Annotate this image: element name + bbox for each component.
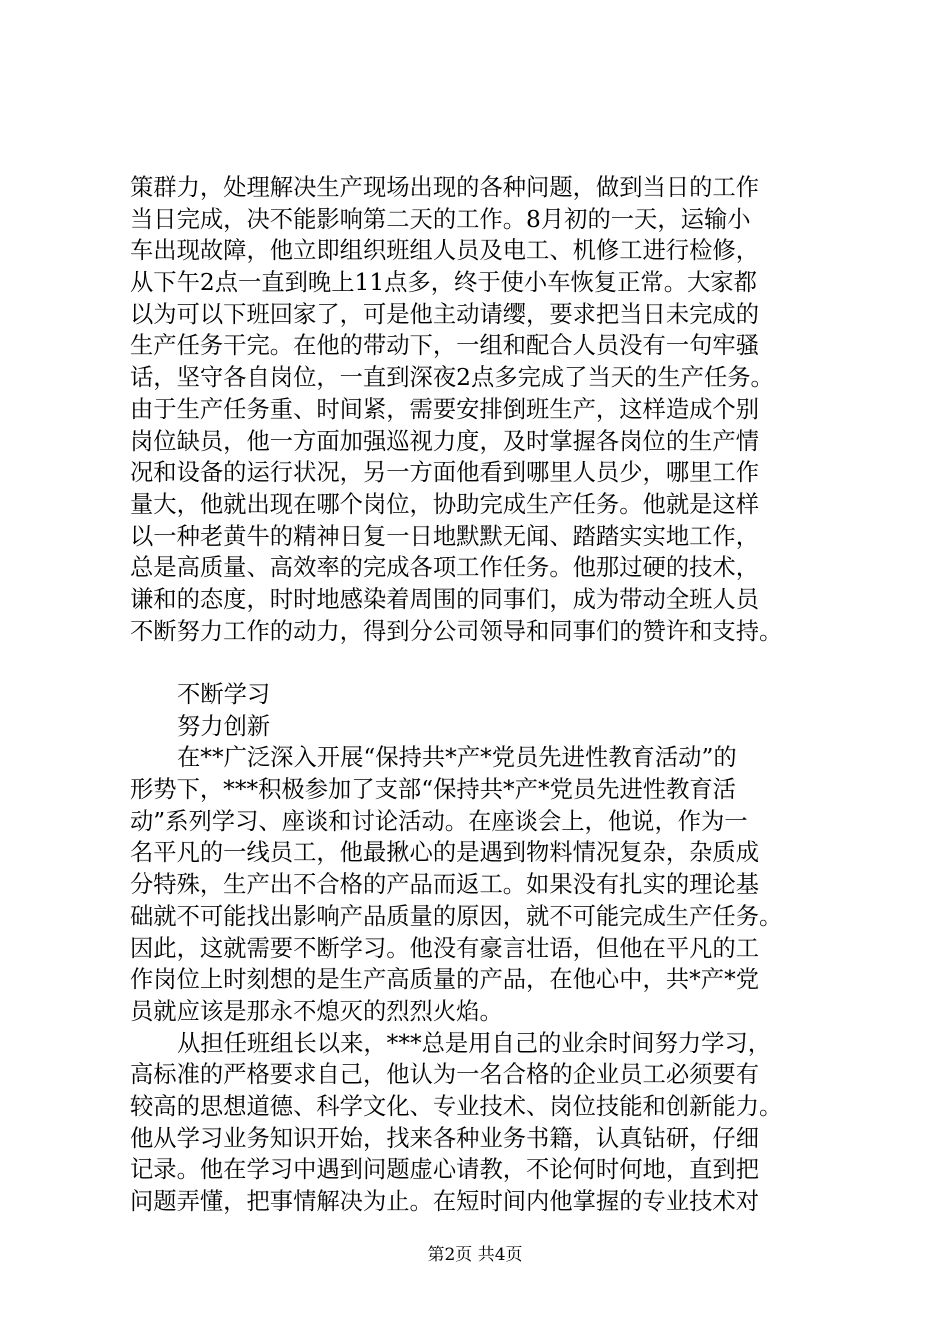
page-number-label: 第2页 共4页 [427, 1245, 523, 1265]
paragraph-line: 作岗位上时刻想的是生产高质量的产品，在他心中，共*产*党 [130, 966, 760, 994]
paragraph-line: 名平凡的一线员工，他最揪心的是遇到物料情况复杂，杂质成 [130, 839, 760, 867]
document-body [130, 172, 830, 1218]
paragraph-line: 础就不可能找出影响产品质量的原因，就不可能完成生产任务。 [130, 902, 783, 930]
paragraph-line: 策群力，处理解决生产现场出现的各种问题，做到当日的工作 [130, 174, 760, 201]
paragraph-line: 记录。他在学习中遇到问题虚心请教，不论何时何地，直到把 [130, 1156, 760, 1184]
paragraph-line: 车出现故障，他立即组织班组人员及电工、机修工进行检修， [130, 237, 760, 265]
paragraph-line: 因此，这就需要不断学习。他没有豪言壮语，但他在平凡的工 [130, 934, 760, 962]
paragraph-1 [130, 172, 830, 647]
paragraph-line: 当日完成，决不能影响第二天的工作。8月初的一天，运输小 [130, 205, 751, 233]
paragraph-line: 以为可以下班回家了，可是他主动请缨，要求把当日未完成的 [130, 300, 760, 328]
paragraph-line: 从下午2点一直到晚上11点多，终于使小车恢复正常。大家都 [130, 269, 757, 297]
paragraph-line: 高标准的严格要求自己，他认为一名合格的企业员工必须要有 [130, 1061, 760, 1089]
paragraph-line: 况和设备的运行状况，另一方面他看到哪里人员少，哪里工作 [130, 459, 760, 487]
paragraph-line: 量大，他就出现在哪个岗位，协助完成生产任务。他就是这样 [130, 490, 760, 518]
paragraph-2 [130, 742, 830, 1027]
paragraph-line: 谦和的态度，时时地感染着周围的同事们，成为带动全班人员 [130, 585, 760, 613]
paragraph-line: 员就应该是那永不熄灭的烈烈火焰。 [130, 997, 503, 1025]
paragraph-line: 话，坚守各自岗位，一直到深夜2点多完成了当天的生产任务。 [130, 364, 774, 392]
paragraph-gap [130, 647, 830, 679]
paragraph-line: 动”系列学习、座谈和讨论活动。在座谈会上，他说，作为一 [130, 807, 748, 835]
section-heading-2: 努力创新 [177, 712, 271, 740]
paragraph-line: 从担任班组长以来，***总是用自己的业余时间努力学习， [177, 1029, 772, 1057]
paragraph-line: 岗位缺员，他一方面加强巡视力度，及时掌握各岗位的生产情 [130, 427, 760, 455]
paragraph-line: 在**广泛深入开展“保持共*产*党员先进性教育活动”的 [177, 744, 737, 772]
paragraph-line: 问题弄懂，把事情解决为止。在短时间内他掌握的专业技术对 [130, 1188, 760, 1215]
section-heading-1: 不断学习 [177, 681, 271, 708]
paragraph-line: 总是高质量、高效率的完成各项工作任务。他那过硬的技术， [130, 554, 760, 582]
paragraph-line: 形势下，***积极参加了支部“保持共*产*党员先进性教育活 [130, 776, 736, 804]
paragraph-line: 以一种老黄牛的精神日复一日地默默无闻、踏踏实实地工作， [130, 522, 760, 550]
paragraph-line: 生产任务干完。在他的带动下，一组和配合人员没有一句牢骚 [130, 332, 760, 360]
paragraph-3 [130, 1028, 830, 1218]
paragraph-line: 分特殊，生产出不合格的产品而返工。如果没有扎实的理论基 [130, 871, 760, 899]
paragraph-line: 他从学习业务知识开始，找来各种业务书籍，认真钻研，仔细 [130, 1124, 760, 1152]
paragraph-line: 不断努力工作的动力，得到分公司领导和同事们的赞许和支持。 [130, 617, 783, 645]
paragraph-line: 较高的思想道德、科学文化、专业技术、岗位技能和创新能力。 [130, 1092, 783, 1120]
paragraph-line: 由于生产任务重、时间紧，需要安排倒班生产，这样造成个别 [130, 395, 760, 423]
page-footer [0, 1244, 950, 1266]
